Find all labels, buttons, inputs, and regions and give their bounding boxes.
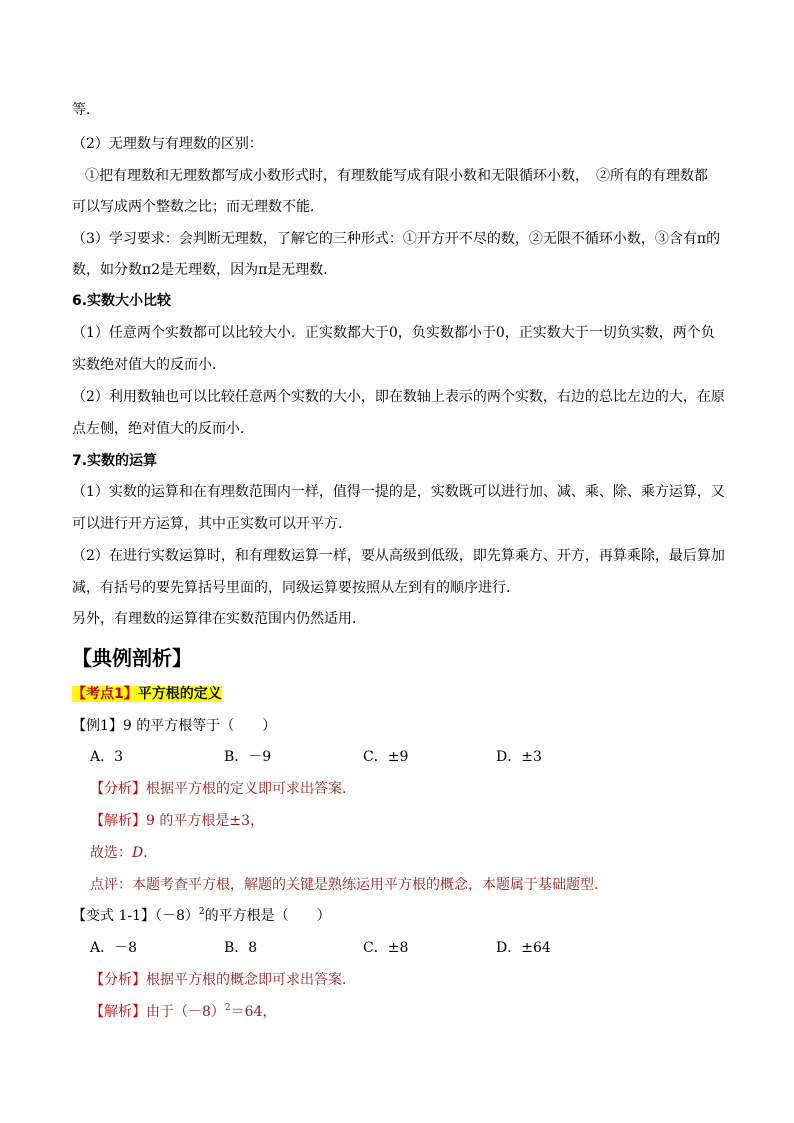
section-heading: 7.实数的运算 [72, 453, 158, 469]
answer-suffix: ． [143, 845, 158, 861]
kaodian-title: 平方根的定义 [137, 686, 222, 702]
answer-line [90, 843, 157, 863]
text-line: （3）学习要求：会判断无理数，了解它的三种形式：①开方开不尽的数，②无限不循环小数，③含有π的 [72, 231, 721, 247]
variant-stem-prefix: （－8） [155, 908, 199, 924]
text-line: （1）实数的运算和在有理数范围内一样，值得一提的是，实数既可以进行加、减、乘、除、乘方运算，又 [72, 484, 725, 500]
analysis-text: 根据平方根的概念即可求出答案． [146, 972, 356, 988]
answer-choice: D [132, 845, 144, 861]
option-d: D．±3 [496, 749, 542, 765]
section-title: 【典例剖析】 [72, 646, 192, 670]
solution-tag: 【解析】 [90, 813, 146, 829]
option-a: A．－8 [90, 940, 138, 956]
text-line: 可以写成两个整数之比；而无理数不能． [72, 199, 324, 215]
analysis-tag: 【分析】 [90, 781, 146, 797]
example-label: 【例1】 [72, 718, 123, 734]
variant-stem [72, 906, 331, 928]
analysis-text: 根据平方根的定义即可求出答案． [146, 781, 356, 797]
text-line: 实数绝对值大的反而小． [72, 357, 226, 373]
kaodian-highlight [72, 686, 222, 702]
text-line: （2）利用数轴也可以比较任意两个实数的大小，即在数轴上表示的两个实数，右边的总比左边的大，在原 [72, 389, 725, 405]
text-line: 减，有括号的要先算括号里面的，同级运算要按照从左到有的顺序进行． [72, 580, 520, 596]
solution-prefix: 由于（－8） [146, 1004, 225, 1020]
variant-stem-suffix: 的平方根是（ ） [204, 908, 331, 924]
answer-prefix: 故选： [90, 845, 132, 861]
comment-line: 点评：本题考查平方根，解题的关键是熟练运用平方根的概念，本题属于基础题型． [90, 877, 608, 893]
text-line: ①把有理数和无理数都写成小数形式时，有理数能写成有限小数和无限循环小数， ②所有的有理数都 [85, 168, 708, 184]
text-line: （2）在进行实数运算时，和有理数运算一样，要从高级到低级，即先算乘方、开方，再算乘除，最后算加 [72, 548, 725, 564]
variant-stem-exponent: 2 [198, 907, 205, 917]
kaodian-heading [72, 684, 222, 704]
option-a: A．3 [90, 749, 124, 765]
option-b: B．－9 [224, 749, 272, 765]
analysis-line [90, 970, 356, 990]
example-stem [72, 716, 276, 736]
text-line: （2）无理数与有理数的区别： [72, 136, 263, 152]
solution-tag: 【解析】 [90, 1004, 146, 1020]
kaodian-tag: 【考点1】 [72, 686, 138, 702]
solution-text: 9 的平方根是±3， [146, 813, 264, 829]
option-c: C．±9 [363, 749, 409, 765]
solution-line [90, 1002, 276, 1024]
text-line: 数，如分数π2是无理数，因为π是无理数． [72, 262, 338, 278]
example-question: 9 的平方根等于（ ） [122, 718, 277, 734]
text-line: 等． [72, 102, 100, 118]
solution-line [90, 811, 264, 831]
solution-suffix: ＝64， [230, 1004, 277, 1020]
section-heading: 6.实数大小比较 [72, 293, 172, 309]
text-line: （1）任意两个实数都可以比较大小．正实数都大于0，负实数都小于0，正实数大于一切负实数，两个负 [72, 325, 715, 341]
option-b: B．8 [224, 940, 258, 956]
solution-exponent: 2 [224, 1003, 231, 1013]
text-line: 另外，有理数的运算律在实数范围内仍然适用． [72, 611, 366, 627]
option-d: D．±64 [496, 940, 551, 956]
text-line: 可以进行开方运算，其中正实数可以开平方． [72, 516, 352, 532]
analysis-line [90, 779, 356, 799]
variant-label: 【变式 1-1】 [72, 908, 155, 924]
option-c: C．±8 [363, 940, 409, 956]
analysis-tag: 【分析】 [90, 972, 146, 988]
text-line: 点左侧，绝对值大的反而小． [72, 421, 254, 437]
